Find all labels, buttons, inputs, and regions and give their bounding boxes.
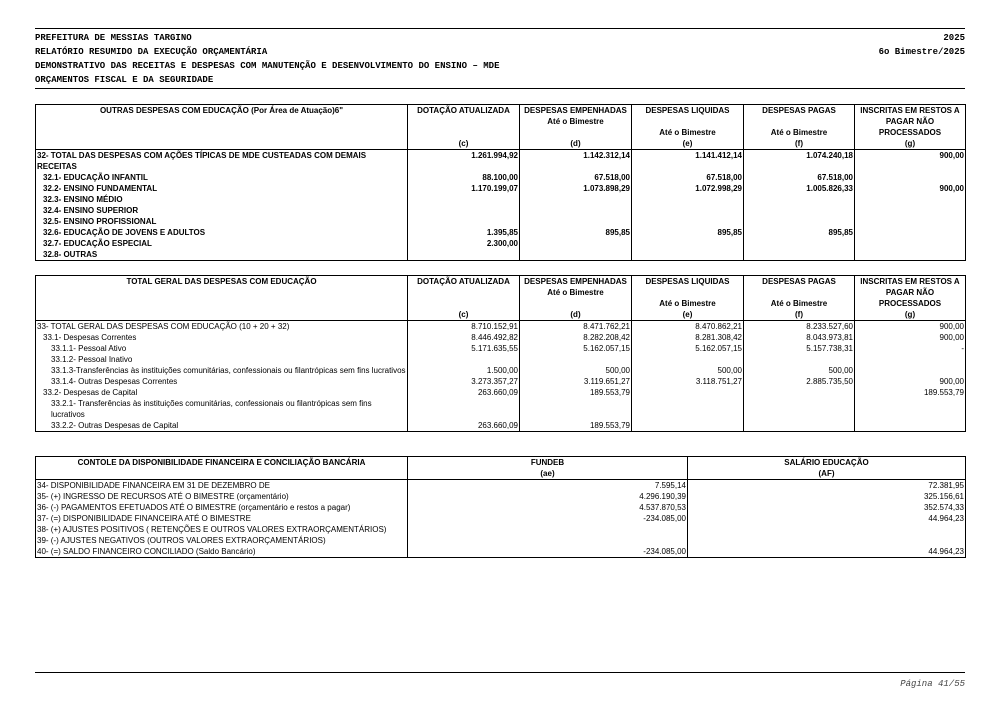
row-label: 39- (-) AJUSTES NEGATIVOS (OUTROS VALORES EXTRAORÇAMENTÁRIOS) <box>36 535 408 546</box>
col-header-controle: CONTOLE DA DISPONIBILIDADE FINANCEIRA E CONCILIAÇÃO BANCÁRIA <box>36 457 408 480</box>
row-label: 33.1.4- Outras Despesas Correntes <box>36 376 408 387</box>
cell-liquidas <box>632 216 744 227</box>
cell-pagas <box>744 194 855 205</box>
cell-pagas: 5.157.738,31 <box>744 343 855 354</box>
financial-availability-table <box>35 456 966 558</box>
cell-liquidas <box>632 398 744 420</box>
cell-restos <box>855 216 966 227</box>
cell-restos <box>855 227 966 238</box>
budget-scope: ORÇAMENTOS FISCAL E DA SEGURIDADE <box>35 75 214 85</box>
table-row <box>36 354 966 365</box>
table-row <box>36 376 966 387</box>
cell-restos <box>855 205 966 216</box>
cell-salario-educacao: 352.574,33 <box>688 502 966 513</box>
col-header-fundeb: FUNDEB (ae) <box>408 457 688 480</box>
table-row <box>36 321 966 333</box>
header-line-3 <box>35 61 965 71</box>
cell-empenhadas <box>520 194 632 205</box>
row-label: 32.2- ENSINO FUNDAMENTAL <box>36 183 408 194</box>
cell-empenhadas: 8.471.762,21 <box>520 321 632 333</box>
cell-liquidas <box>632 249 744 261</box>
municipality: PREFEITURA DE MESSIAS TARGINO <box>35 33 192 43</box>
table-row <box>36 150 966 173</box>
cell-liquidas <box>632 238 744 249</box>
other-education-expenses-table <box>35 104 966 261</box>
cell-salario-educacao: 72.381,95 <box>688 480 966 492</box>
row-label: 33.1- Despesas Correntes <box>36 332 408 343</box>
cell-dotacao: 5.171.635,55 <box>408 343 520 354</box>
cell-pagas: 500,00 <box>744 365 855 376</box>
table-row <box>36 524 966 535</box>
table-row <box>36 194 966 205</box>
cell-dotacao <box>408 194 520 205</box>
cell-dotacao: 2.300,00 <box>408 238 520 249</box>
cell-restos: 900,00 <box>855 150 966 173</box>
cell-empenhadas: 1.073.898,29 <box>520 183 632 194</box>
table-row <box>36 502 966 513</box>
row-label: 32.3- ENSINO MÉDIO <box>36 194 408 205</box>
header-line-4 <box>35 75 965 85</box>
cell-empenhadas: 5.162.057,15 <box>520 343 632 354</box>
cell-empenhadas <box>520 398 632 420</box>
row-label: 32- TOTAL DAS DESPESAS COM AÇÕES TÍPICAS DE MDE CUSTEADAS COM DEMAIS RECEITAS <box>36 150 408 173</box>
cell-fundeb: 7.595,14 <box>408 480 688 492</box>
col-header-dotacao: DOTAÇÃO ATUALIZADA (c) <box>408 276 520 321</box>
cell-salario-educacao <box>688 524 966 535</box>
table-row <box>36 183 966 194</box>
table-row <box>36 238 966 249</box>
table-row <box>36 227 966 238</box>
cell-restos: 189.553,79 <box>855 387 966 398</box>
cell-restos: 900,00 <box>855 332 966 343</box>
row-label: 32.1- EDUCAÇÃO INFANTIL <box>36 172 408 183</box>
cell-fundeb <box>408 535 688 546</box>
table-row <box>36 546 966 558</box>
cell-liquidas: 5.162.057,15 <box>632 343 744 354</box>
cell-empenhadas: 500,00 <box>520 365 632 376</box>
cell-fundeb: -234.085,00 <box>408 513 688 524</box>
cell-pagas <box>744 216 855 227</box>
col-header-area: OUTRAS DESPESAS COM EDUCAÇÃO (Por Área de Atuação)6" <box>36 105 408 150</box>
cell-fundeb: 4.537.870,53 <box>408 502 688 513</box>
cell-dotacao <box>408 249 520 261</box>
cell-pagas: 67.518,00 <box>744 172 855 183</box>
cell-pagas: 1.005.826,33 <box>744 183 855 194</box>
cell-liquidas <box>632 420 744 432</box>
cell-dotacao <box>408 354 520 365</box>
cell-empenhadas: 1.142.312,14 <box>520 150 632 173</box>
cell-empenhadas <box>520 238 632 249</box>
col-header-total: TOTAL GERAL DAS DESPESAS COM EDUCAÇÃO <box>36 276 408 321</box>
cell-restos <box>855 172 966 183</box>
cell-empenhadas: 189.553,79 <box>520 387 632 398</box>
col-header-dotacao: DOTAÇÃO ATUALIZADA (c) <box>408 105 520 150</box>
cell-restos: 900,00 <box>855 183 966 194</box>
col-header-salario-educacao: SALÁRIO EDUCAÇÃO (AF) <box>688 457 966 480</box>
footer-rule <box>35 672 965 673</box>
cell-empenhadas <box>520 249 632 261</box>
cell-pagas <box>744 387 855 398</box>
row-label: 33.2- Despesas de Capital <box>36 387 408 398</box>
table-row <box>36 491 966 502</box>
table-row <box>36 480 966 492</box>
row-label: 32.8- OUTRAS <box>36 249 408 261</box>
cell-empenhadas <box>520 354 632 365</box>
cell-liquidas: 1.072.998,29 <box>632 183 744 194</box>
total-education-expenses-table <box>35 275 966 432</box>
cell-dotacao: 263.660,09 <box>408 387 520 398</box>
table-row <box>36 398 966 420</box>
cell-pagas: 895,85 <box>744 227 855 238</box>
col-header-pagas: DESPESAS PAGAS Até o Bimestre (f) <box>744 276 855 321</box>
row-label: 34- DISPONIBILIDADE FINANCEIRA EM 31 DE DEZEMBRO DE <box>36 480 408 492</box>
cell-dotacao: 88.100,00 <box>408 172 520 183</box>
cell-dotacao: 8.446.492,82 <box>408 332 520 343</box>
cell-pagas: 2.885.735,50 <box>744 376 855 387</box>
row-label: 33.1.3-Transferências às instituições comunitárias, confessionais ou filantrópicas sem fins lucrativos <box>36 365 408 376</box>
table-row <box>36 172 966 183</box>
report-subtitle: DEMONSTRATIVO DAS RECEITAS E DESPESAS COM MANUTENÇÃO E DESENVOLVIMENTO DO ENSINO – MDE <box>35 61 500 71</box>
cell-pagas <box>744 249 855 261</box>
table-row <box>36 535 966 546</box>
cell-pagas <box>744 420 855 432</box>
report-period: 6o Bimestre/2025 <box>878 47 965 57</box>
cell-empenhadas <box>520 205 632 216</box>
row-label: 35- (+) INGRESSO DE RECURSOS ATÉ O BIMESTRE (orçamentário) <box>36 491 408 502</box>
cell-pagas <box>744 398 855 420</box>
row-label: 33.2.2- Outras Despesas de Capital <box>36 420 408 432</box>
col-header-empenhadas: DESPESAS EMPENHADAS Até o Bimestre (d) <box>520 276 632 321</box>
cell-restos: 900,00 <box>855 321 966 333</box>
cell-pagas <box>744 354 855 365</box>
table-row <box>36 387 966 398</box>
cell-empenhadas: 895,85 <box>520 227 632 238</box>
table-row <box>36 216 966 227</box>
col-header-restos: INSCRITAS EM RESTOS A PAGAR NÃO PROCESSADOS (g) <box>855 276 966 321</box>
cell-empenhadas <box>520 216 632 227</box>
cell-salario-educacao: 44.964,23 <box>688 513 966 524</box>
cell-restos <box>855 398 966 420</box>
report-title: RELATÓRIO RESUMIDO DA EXECUÇÃO ORÇAMENTÁRIA <box>35 47 268 57</box>
cell-liquidas: 8.281.308,42 <box>632 332 744 343</box>
cell-liquidas <box>632 205 744 216</box>
row-label: 33.1.1- Pessoal Ativo <box>36 343 408 354</box>
table-row <box>36 420 966 432</box>
row-label: 33.1.2- Pessoal Inativo <box>36 354 408 365</box>
cell-dotacao <box>408 398 520 420</box>
cell-liquidas <box>632 194 744 205</box>
row-label: 32.7- EDUCAÇÃO ESPECIAL <box>36 238 408 249</box>
cell-restos <box>855 238 966 249</box>
row-label: 40- (=) SALDO FINANCEIRO CONCILIADO (Saldo Bancário) <box>36 546 408 558</box>
col-header-empenhadas: DESPESAS EMPENHADAS Até o Bimestre (d) <box>520 105 632 150</box>
header-line-2 <box>35 47 965 57</box>
cell-liquidas <box>632 354 744 365</box>
cell-dotacao: 1.500,00 <box>408 365 520 376</box>
row-label: 32.6- EDUCAÇÃO DE JOVENS E ADULTOS <box>36 227 408 238</box>
table-row <box>36 365 966 376</box>
cell-restos: 900,00 <box>855 376 966 387</box>
cell-liquidas: 1.141.412,14 <box>632 150 744 173</box>
row-label: 32.4- ENSINO SUPERIOR <box>36 205 408 216</box>
cell-restos <box>855 249 966 261</box>
cell-empenhadas: 8.282.208,42 <box>520 332 632 343</box>
cell-pagas: 8.043.973,81 <box>744 332 855 343</box>
col-header-restos: INSCRITAS EM RESTOS A PAGAR NÃO PROCESSADOS (g) <box>855 105 966 150</box>
cell-dotacao: 1.261.994,92 <box>408 150 520 173</box>
cell-liquidas: 500,00 <box>632 365 744 376</box>
cell-dotacao: 1.395,85 <box>408 227 520 238</box>
cell-liquidas: 8.470.862,21 <box>632 321 744 333</box>
cell-restos <box>855 420 966 432</box>
cell-pagas: 1.074.240,18 <box>744 150 855 173</box>
cell-dotacao <box>408 205 520 216</box>
table-row <box>36 205 966 216</box>
page-number: Página 41/55 <box>900 679 965 689</box>
cell-restos <box>855 365 966 376</box>
cell-empenhadas: 189.553,79 <box>520 420 632 432</box>
cell-salario-educacao: 325.156,61 <box>688 491 966 502</box>
cell-fundeb <box>408 524 688 535</box>
table-row <box>36 249 966 261</box>
table-row <box>36 513 966 524</box>
row-label: 37- (=) DISPONIBILIDADE FINANCEIRA ATÉ O BIMESTRE <box>36 513 408 524</box>
col-header-liquidas: DESPESAS LIQUIDAS Até o Bimestre (e) <box>632 105 744 150</box>
cell-pagas: 8.233.527,60 <box>744 321 855 333</box>
cell-salario-educacao: 44.964,23 <box>688 546 966 558</box>
header-line-1 <box>35 33 965 43</box>
cell-dotacao <box>408 216 520 227</box>
cell-restos <box>855 194 966 205</box>
cell-salario-educacao <box>688 535 966 546</box>
cell-liquidas: 3.118.751,27 <box>632 376 744 387</box>
cell-dotacao: 8.710.152,91 <box>408 321 520 333</box>
col-header-liquidas: DESPESAS LIQUIDAS Até o Bimestre (e) <box>632 276 744 321</box>
row-label: 33- TOTAL GERAL DAS DESPESAS COM EDUCAÇÃO (10 + 20 + 32) <box>36 321 408 333</box>
cell-fundeb: -234.085,00 <box>408 546 688 558</box>
cell-dotacao: 1.170.199,07 <box>408 183 520 194</box>
row-label: 32.5- ENSINO PROFISSIONAL <box>36 216 408 227</box>
table-row <box>36 332 966 343</box>
cell-empenhadas: 67.518,00 <box>520 172 632 183</box>
cell-pagas <box>744 238 855 249</box>
row-label: 33.2.1- Transferências às instituições comunitárias, confessionais ou filantrópicas sem fins lucrativos <box>36 398 408 420</box>
table-row <box>36 343 966 354</box>
cell-liquidas: 895,85 <box>632 227 744 238</box>
cell-liquidas <box>632 387 744 398</box>
col-header-pagas: DESPESAS PAGAS Até o Bimestre (f) <box>744 105 855 150</box>
cell-dotacao: 263.660,09 <box>408 420 520 432</box>
cell-restos: - <box>855 343 966 354</box>
cell-dotacao: 3.273.357,27 <box>408 376 520 387</box>
cell-restos <box>855 354 966 365</box>
row-label: 38- (+) AJUSTES POSITIVOS ( RETENÇÕES E OUTROS VALORES EXTRAORÇAMENTÁRIOS) <box>36 524 408 535</box>
cell-liquidas: 67.518,00 <box>632 172 744 183</box>
report-year: 2025 <box>943 33 965 43</box>
cell-empenhadas: 3.119.651,27 <box>520 376 632 387</box>
cell-pagas <box>744 205 855 216</box>
top-rule <box>35 28 965 29</box>
row-label: 36- (-) PAGAMENTOS EFETUADOS ATÉ O BIMESTRE (orçamentário e restos a pagar) <box>36 502 408 513</box>
header-bottom-rule <box>35 88 965 89</box>
cell-fundeb: 4.296.190,39 <box>408 491 688 502</box>
